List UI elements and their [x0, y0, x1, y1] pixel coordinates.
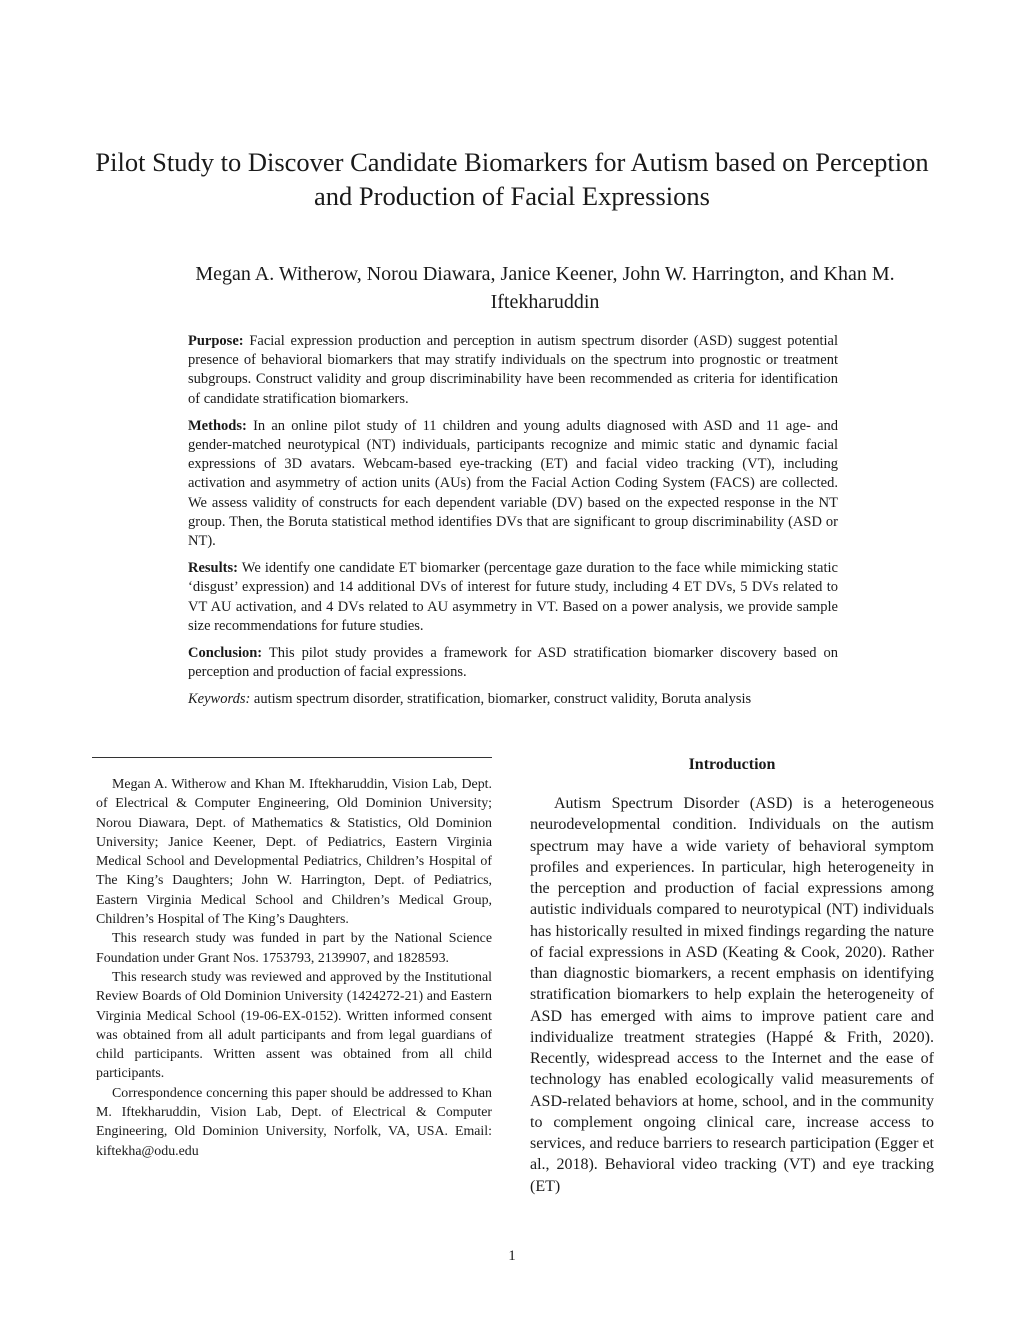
- keywords-text: autism spectrum disorder, stratification, biomarker, construct validity, Boruta analysis: [253, 691, 752, 708]
- abstract-methods: [188, 417, 838, 551]
- conclusion-label: Conclusion:: [188, 645, 263, 662]
- keywords-label: Keywords:: [188, 691, 251, 708]
- footnote-affiliations: Megan A. Witherow and Khan M. Iftekharuddin, Vision Lab, Dept. of Electrical & Computer Engineering, Old Dominion University; Norou Diawara, Dept. of Mathematics & Statistics, Old Dominion University; Janice Keener, Dept. of Pediatrics, Eastern Virginia Medical School and Developmental Pediatrics, Children’s Hospital of The King’s Daughters; John W. Harrington, Dept. of Pediatrics, Eastern Virginia Medical School and Children’s Medical Group, Children’s Hospital of The King’s Daughters.: [96, 777, 492, 928]
- purpose-label: Purpose:: [188, 333, 244, 349]
- abstract-results: [188, 559, 838, 636]
- methods-label: Methods:: [188, 417, 247, 434]
- conclusion-text: This pilot study provides a framework for ASD stratification biomarker discovery based on perception and production of facial expressions.: [188, 645, 838, 681]
- abstract-conclusion: [188, 644, 838, 682]
- methods-text: In an online pilot study of 11 children and young adults diagnosed with ASD and 11 age- and gender-matched neurotypical (NT) individuals, participants recognize and mimic static and dynamic facial expressions of 3D avatars. Webcam-based eye-tracking (ET) and facial video tracking (VT), including activation and asymmetry of action units (AUs) from the Facial Action Coding System (FACS) are collected. We assess validity of constructs for each dependent variable (DV) based on the expected response in the NT group. Then, the Boruta statistical method identifies DVs that are significant to group discriminability (ASD or NT).: [188, 417, 839, 550]
- abstract-keywords: [188, 690, 838, 709]
- footnote-divider: [92, 757, 492, 758]
- footnotes: [96, 775, 492, 1161]
- author-list: Megan A. Witherow, Norou Diawara, Janice Keener, John W. Harrington, and Khan M. Iftekharuddin: [195, 263, 895, 313]
- introduction-heading: Introduction: [688, 756, 776, 773]
- paper-title: Pilot Study to Discover Candidate Biomarkers for Autism based on Perception and Production of Facial Expressions: [95, 147, 929, 211]
- results-label: Results:: [188, 560, 238, 577]
- footnote-irb: This research study was reviewed and approved by the Institutional Review Boards of Old Dominion University (1424272-21) and Eastern Virginia Medical School (19-06-EX-0152). Written informed consent was obtained from all adult participants and from legal guardians of child participants. Written assent was obtained from all child participants.: [96, 969, 492, 1082]
- introduction-paragraph: Autism Spectrum Disorder (ASD) is a heterogeneous neurodevelopmental condition. Individuals on the autism spectrum may have a wide variety of behavioral symptom profiles and experiences. In particular, high heterogeneity in the perception and production of facial expressions among autistic individuals compared to neurotypical (NT) individuals has historically resulted in mixed findings regarding the nature of facial expressions in ASD (Keating & Cook, 2020). Rather than diagnostic biomarkers, a recent emphasis on identifying stratification biomarkers to help explain the heterogeneity of ASD has emerged with aims to improve patient care and individualize treatment strategies (Happé & Frith, 2020). Recently, widespread access to the Internet and the ease of technology has enabled ecologically valid measurements of ASD-related behaviors at home, school, and in the community to complement ongoing clinical care, increase access to services, and reduce barriers to research participation (Egger et al., 2018). Behavioral video tracking (VT) and eye tracking (ET): [530, 795, 934, 1195]
- purpose-text: Facial expression production and perception in autism spectrum disorder (ASD) suggest potential presence of behavioral biomarkers that may stratify individuals on the spectrum into prognostic or treatment subgroups. Construct validity and group discriminability have been recommended as criteria for identification of candidate stratification biomarkers.: [188, 333, 839, 407]
- page-number: 1: [508, 1248, 516, 1264]
- abstract: [188, 332, 838, 718]
- footnote-correspondence: Correspondence concerning this paper should be addressed to Khan M. Iftekharuddin, Vision Lab, Dept. of Electrical & Computer Engineering, Old Dominion University, Norfolk, VA, USA. Email: kiftekha@odu.edu: [96, 1085, 492, 1159]
- abstract-purpose: [188, 332, 838, 409]
- results-text: We identify one candidate ET biomarker (percentage gaze duration to the face while mimicking static ‘disgust’ expression) and 14 additional DVs of interest for future study, including 4 ET DVs, 5 DVs related to VT AU activation, and 4 DVs related to AU asymmetry in VT. Based on a power analysis, we provide sample size recommendations for future studies.: [188, 560, 838, 634]
- footnote-funding: This research study was funded in part by the National Science Foundation under Grant Nos. 1753793, 2139907, and 1828593.: [96, 931, 492, 966]
